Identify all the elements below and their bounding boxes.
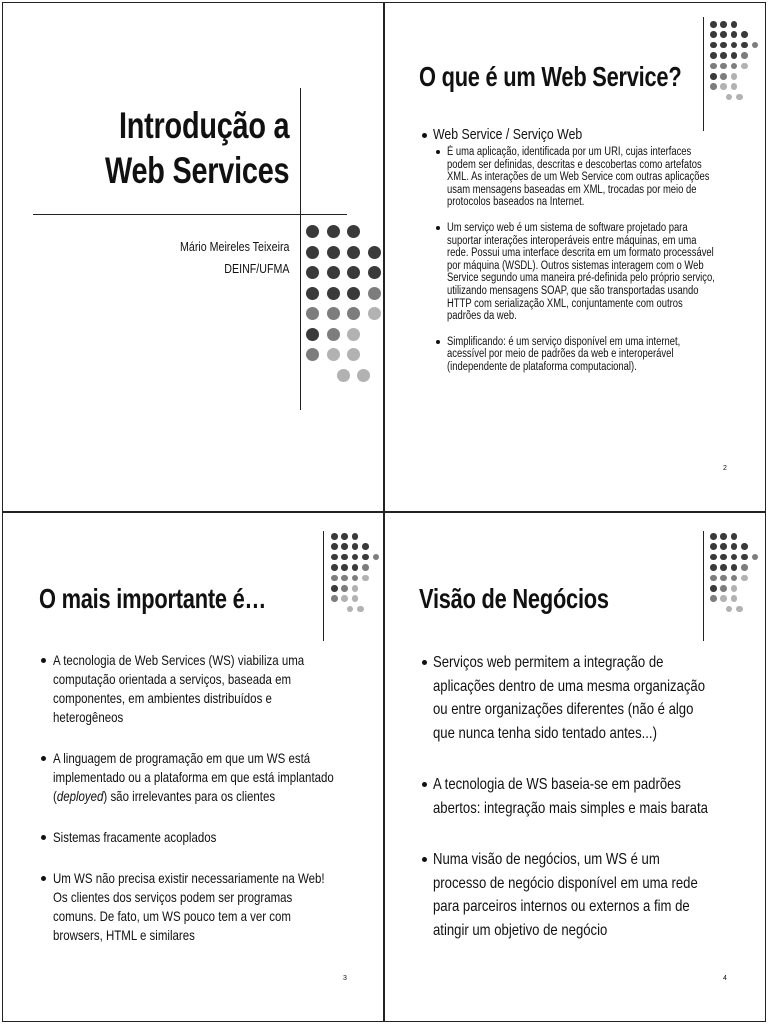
decorative-dot	[331, 585, 338, 592]
decorative-dot	[720, 63, 727, 70]
author-affiliation: DEINF/UFMA	[223, 261, 289, 276]
decorative-dot	[731, 42, 738, 49]
decorative-dot	[341, 564, 348, 571]
decorative-dot	[720, 575, 727, 582]
decorative-dot	[368, 287, 381, 300]
decorative-dot	[710, 543, 717, 550]
list-item	[53, 749, 384, 806]
decorative-dot	[368, 246, 381, 259]
bullet-text: A tecnologia de Web Services (WS) viabiliza uma computação orientada a serviços, baseada em componentes, em ambientes distribuídos e heterogêneos	[53, 652, 305, 725]
decorative-dot	[327, 307, 340, 320]
decorative-dot	[710, 63, 717, 70]
decorative-dot	[720, 595, 727, 602]
decorative-dot	[731, 585, 738, 592]
decorative-dot	[710, 52, 717, 59]
page-number: 4	[723, 975, 727, 982]
decorative-dot	[352, 554, 359, 561]
decorative-dot	[741, 52, 748, 59]
decorative-dot	[341, 543, 348, 550]
decorative-dot	[741, 564, 748, 571]
decorative-dot	[731, 543, 738, 550]
slide-2	[384, 2, 766, 512]
list-item	[53, 869, 384, 945]
decorative-dot	[347, 287, 360, 300]
decorative-dot	[347, 246, 360, 259]
decorative-dot	[341, 575, 348, 582]
decorative-dot	[306, 348, 319, 361]
bullet-text: Serviços web permitem a integração de aplicações dentro de uma mesma organização ou entre organizações diferentes (não é algo que nunca tenha sido tentado antes...)	[433, 654, 706, 742]
decorative-dot	[710, 73, 717, 80]
decorative-dot	[720, 52, 727, 59]
decorative-dot	[352, 564, 359, 571]
slide-title: Visão de Negócios	[419, 583, 609, 614]
decorative-dot	[710, 83, 717, 90]
decorative-dot	[327, 246, 340, 259]
decorative-dot	[710, 564, 717, 571]
decorative-dot	[710, 554, 717, 561]
decorative-dot	[306, 246, 319, 259]
bullet-text: A linguagem de programação em que um WS está implementado ou a plataforma em que está implantado (deployed) são irrelevantes para os clientes	[53, 750, 334, 804]
slide-3	[2, 512, 384, 1022]
bullet-text: A tecnologia de WS baseia-se em padrões abertos: integração mais simples e mais barata	[433, 776, 708, 817]
slide-title: O mais importante é…	[39, 583, 267, 614]
decorative-dot	[731, 63, 738, 70]
bullet-list	[431, 126, 741, 387]
slide-title: O que é um Web Service?	[419, 61, 682, 92]
title-line-2: Web Services	[104, 150, 289, 191]
decorative-dot	[731, 595, 738, 602]
decorative-dot	[731, 73, 738, 80]
decorative-dot	[368, 307, 381, 320]
decorative-dot	[720, 42, 727, 49]
decorative-dot	[352, 585, 359, 592]
decorative-dot	[720, 31, 727, 38]
sub-bullet-text: Simplificando: é um serviço disponível em uma internet, acessível por meio de padrões da web e interoperável (independente de plataforma computacional).	[447, 335, 681, 373]
decorative-dot	[720, 564, 727, 571]
list-item	[431, 126, 741, 374]
page-number: 2	[723, 465, 727, 472]
list-item	[447, 336, 766, 374]
decorative-dot	[741, 575, 748, 582]
decorative-dot	[331, 533, 338, 540]
sub-bullet-text: É uma aplicação, identificada por um URI, cujas interfaces podem ser definidas, descritas e descobertas como artefatos XML. As interações de um Web Service com outras aplicações usam mensagens baseadas em XML, trocadas por meio de protocolos baseados na Internet.	[447, 146, 710, 209]
bullet-list	[53, 651, 363, 967]
bullet-text: Numa visão de negócios, um WS é um processo de negócio disponível em uma rede para parceiros internos ou externos a fim de atingir um objetivo de negócio	[433, 851, 698, 939]
decorative-dot	[710, 31, 717, 38]
page-number: 3	[343, 975, 347, 982]
decorative-dot	[720, 83, 727, 90]
decorative-dot	[352, 543, 359, 550]
decorative-dot	[331, 575, 338, 582]
decorative-dot	[720, 543, 727, 550]
decorative-dot	[331, 595, 338, 602]
decorative-dot	[341, 595, 348, 602]
bullet-text: Sistemas fracamente acoplados	[53, 829, 217, 845]
decorative-dot	[362, 564, 369, 571]
decorative-dot	[731, 52, 738, 59]
bullet-text: Um WS não precisa existir necessariamente na Web! Os clientes dos serviços podem ser programas comuns. De fato, um WS pouco tem a ver com browsers, HTML e similares	[53, 870, 325, 943]
bullet-list	[433, 651, 753, 970]
decorative-dot	[331, 564, 338, 571]
decorative-dot	[710, 21, 717, 28]
slide-4	[384, 512, 766, 1022]
decorative-dot	[731, 554, 738, 561]
decorative-dot	[720, 21, 727, 28]
decorative-dot	[327, 328, 340, 341]
decorative-dot	[720, 533, 727, 540]
divider-vertical	[703, 17, 704, 131]
decorative-dot	[720, 585, 727, 592]
decorative-dot	[327, 287, 340, 300]
list-item	[433, 773, 766, 820]
decorative-dot	[752, 554, 759, 561]
decorative-dot	[347, 328, 360, 341]
decorative-dot	[731, 533, 738, 540]
decorative-dot	[726, 606, 733, 613]
decorative-dot	[741, 543, 748, 550]
decorative-dot	[726, 94, 733, 101]
divider-vertical	[300, 88, 301, 410]
decorative-dot	[373, 554, 380, 561]
decorative-dot	[327, 348, 340, 361]
decorative-dot	[347, 606, 354, 613]
decorative-dot	[741, 42, 748, 49]
decorative-dot	[347, 266, 360, 279]
decorative-dot	[337, 369, 350, 382]
decorative-dot	[736, 94, 743, 101]
decorative-dot	[368, 266, 381, 279]
bullet-text: Web Service / Serviço Web	[433, 126, 583, 143]
divider-vertical	[323, 531, 324, 641]
decorative-dot	[306, 328, 319, 341]
list-item	[447, 146, 766, 209]
decorative-dot	[357, 369, 370, 382]
decorative-dot	[352, 533, 359, 540]
slide-title	[2, 2, 384, 512]
decorative-dot	[710, 585, 717, 592]
decorative-dot	[352, 595, 359, 602]
decorative-dot	[720, 73, 727, 80]
decorative-dot	[327, 266, 340, 279]
decorative-dot	[710, 533, 717, 540]
sub-bullet-list	[447, 146, 741, 374]
sub-bullet-text: Um serviço web é um sistema de software projetado para suportar interações interoperáveis entre máquinas, em uma rede. Possui uma interface descrita em um formato processável por máquina (WSDL). Outros sistemas interagem com o Web Service segundo uma maneira pré-definida pelo próprio serviço, utilizando mensagens SOAP, que são transportadas usando HTTP com serialização XML, conjuntamente com outros padrões da web.	[447, 221, 715, 323]
emphasis-text: deployed	[56, 788, 104, 804]
title-line-1: Introdução a	[118, 105, 289, 146]
list-item	[433, 848, 766, 942]
decorative-dot	[741, 554, 748, 561]
decorative-dot	[362, 543, 369, 550]
decorative-dot	[720, 554, 727, 561]
decorative-dot	[731, 83, 738, 90]
decorative-dot	[752, 42, 759, 49]
decorative-dot	[731, 21, 738, 28]
decorative-dot	[731, 575, 738, 582]
author-block	[156, 236, 289, 280]
decorative-dot	[347, 348, 360, 361]
decorative-dot	[347, 225, 360, 238]
decorative-dot	[341, 554, 348, 561]
decorative-dot	[710, 575, 717, 582]
list-item	[53, 651, 384, 727]
decorative-dot	[331, 543, 338, 550]
decorative-dot	[710, 595, 717, 602]
author-name: Mário Meireles Teixeira	[179, 239, 289, 254]
decorative-dot	[710, 42, 717, 49]
decorative-dot	[306, 266, 319, 279]
decorative-dot	[341, 585, 348, 592]
divider-vertical	[703, 531, 704, 641]
decorative-dot	[736, 606, 743, 613]
list-item	[53, 828, 384, 847]
decorative-dot	[362, 575, 369, 582]
list-item	[447, 222, 766, 323]
decorative-dot	[362, 554, 369, 561]
decorative-dot	[306, 307, 319, 320]
presentation-title	[105, 103, 289, 193]
decorative-dot	[306, 225, 319, 238]
decorative-dot	[357, 606, 364, 613]
decorative-dot	[331, 554, 338, 561]
decorative-dot	[327, 225, 340, 238]
decorative-dot	[741, 31, 748, 38]
decorative-dot	[341, 533, 348, 540]
decorative-dot	[352, 575, 359, 582]
decorative-dot	[347, 307, 360, 320]
list-item	[433, 651, 766, 745]
decorative-dot	[731, 564, 738, 571]
decorative-dot	[741, 63, 748, 70]
decorative-dot	[731, 31, 738, 38]
decorative-dot	[306, 287, 319, 300]
